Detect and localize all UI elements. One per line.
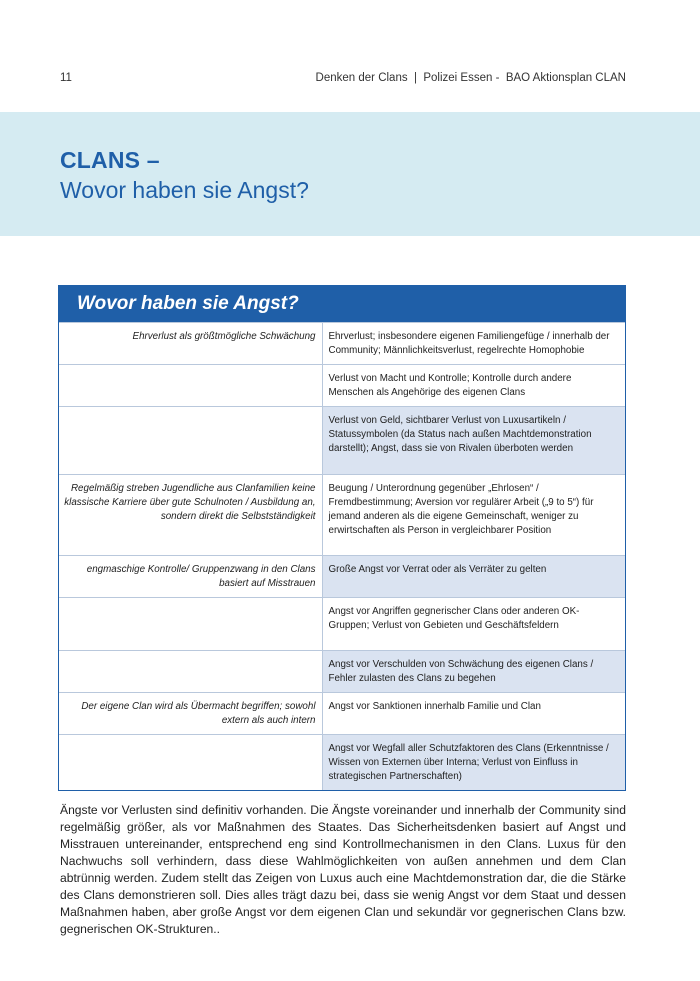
body-paragraph: Ängste vor Verlusten sind definitiv vorhanden. Die Ängste voreinander und innerhalb der Community sind regelmäßig größer, als vor Maßnahmen des Staates. Das Sicherheitsdenken basiert auf Angst und Misstrauen untereinander, entsprechend eng sind Kontrollmechanismen in den Clans. Luxus für den Nachwuchs soll verhindern, dass diese Wahlmöglichkeiten von außen annehmen und dem Clan abtrünnig werden. Zudem stellt das Zeigen von Luxus auch eine Machtdemonstration dar, die die Stärke des Clans demonstrieren soll. Dies alles trägt dazu bei, dass sie wenig Angst vor dem Staat und dessen Maßnahmen haben, aber große Angst vor dem eigenen Clan und sekundär vor gegnerischen Clans bzw. gegnerischen OK-Strukturen.. <box>60 803 626 936</box>
table-row <box>59 735 625 791</box>
table-cell-right: Beugung / Unterordnung gegenüber „Ehrlosen“ / Fremdbestimmung; Aversion vor regulärer Arbeit („9 to 5“) für jemand anderen als die eigene Gemeinschaft, weniger zu erwirtschaften als Person in vergleichbarer Position <box>322 475 625 556</box>
table-row <box>59 365 625 407</box>
table-cell-right: Ehrverlust; insbesondere eigenen Familiengefüge / innerhalb der Community; Männlichkeitsverlust, regelrechte Homophobie <box>322 323 625 365</box>
table-cell-right: Verlust von Macht und Kontrolle; Kontrolle durch andere Menschen als Angehörige des eigenen Clans <box>322 365 625 407</box>
page-number: 11 <box>60 72 72 84</box>
title-banner <box>0 112 700 236</box>
table-cell-left <box>59 407 322 475</box>
page-subtitle: Wovor haben sie Angst? <box>60 177 309 203</box>
table-cell-right: Verlust von Geld, sichtbarer Verlust von Luxusartikeln / Statussymbolen (da Status nach außen Machtdemonstration darstellt); Angst, dass sie von Rivalen überboten werden <box>322 407 625 475</box>
table-cell-left <box>59 598 322 651</box>
table-cell-left <box>59 365 322 407</box>
table-row <box>59 407 625 475</box>
table-cell-right: Angst vor Wegfall aller Schutzfaktoren des Clans (Erkenntnisse / Wissen von Externen über Interna; Verlust von Einfluss in strategischen Partnerschaften) <box>322 735 625 791</box>
table-cell-left <box>59 651 322 693</box>
table-row <box>59 556 625 598</box>
table-row <box>59 598 625 651</box>
table-cell-left <box>59 735 322 791</box>
table-row <box>59 651 625 693</box>
running-title: Denken der Clans | Polizei Essen - BAO Aktionsplan CLAN <box>315 72 626 84</box>
table-cell-right: Angst vor Angriffen gegnerischer Clans oder anderen OK-Gruppen; Verlust von Gebieten und Geschäftsfeldern <box>322 598 625 651</box>
table-cell-left: Ehrverlust als größtmögliche Schwächung <box>59 323 322 365</box>
table-row <box>59 475 625 556</box>
table-cell-left: Der eigene Clan wird als Übermacht begriffen; sowohl extern als auch intern <box>59 693 322 735</box>
table-cell-left: Regelmäßig streben Jugendliche aus Clanfamilien keine klassische Karriere über gute Schulnoten / Ausbildung an, sondern direkt die Selbstständigkeit <box>59 475 322 556</box>
table-row <box>59 323 625 365</box>
table-cell-right: Große Angst vor Verrat oder als Verräter zu gelten <box>322 556 625 598</box>
table-cell-right: Angst vor Sanktionen innerhalb Familie und Clan <box>322 693 625 735</box>
table-cell-left: engmaschige Kontrolle/ Gruppenzwang in den Clans basiert auf Misstrauen <box>59 556 322 598</box>
page-title: CLANS – <box>60 147 160 173</box>
running-header <box>60 72 626 84</box>
table-row <box>59 693 625 735</box>
table-heading: Wovor haben sie Angst? <box>59 286 625 322</box>
fears-table-body <box>59 322 625 790</box>
fears-table <box>58 285 626 791</box>
table-cell-right: Angst vor Verschulden von Schwächung des eigenen Clans / Fehler zulasten des Clans zu begehen <box>322 651 625 693</box>
